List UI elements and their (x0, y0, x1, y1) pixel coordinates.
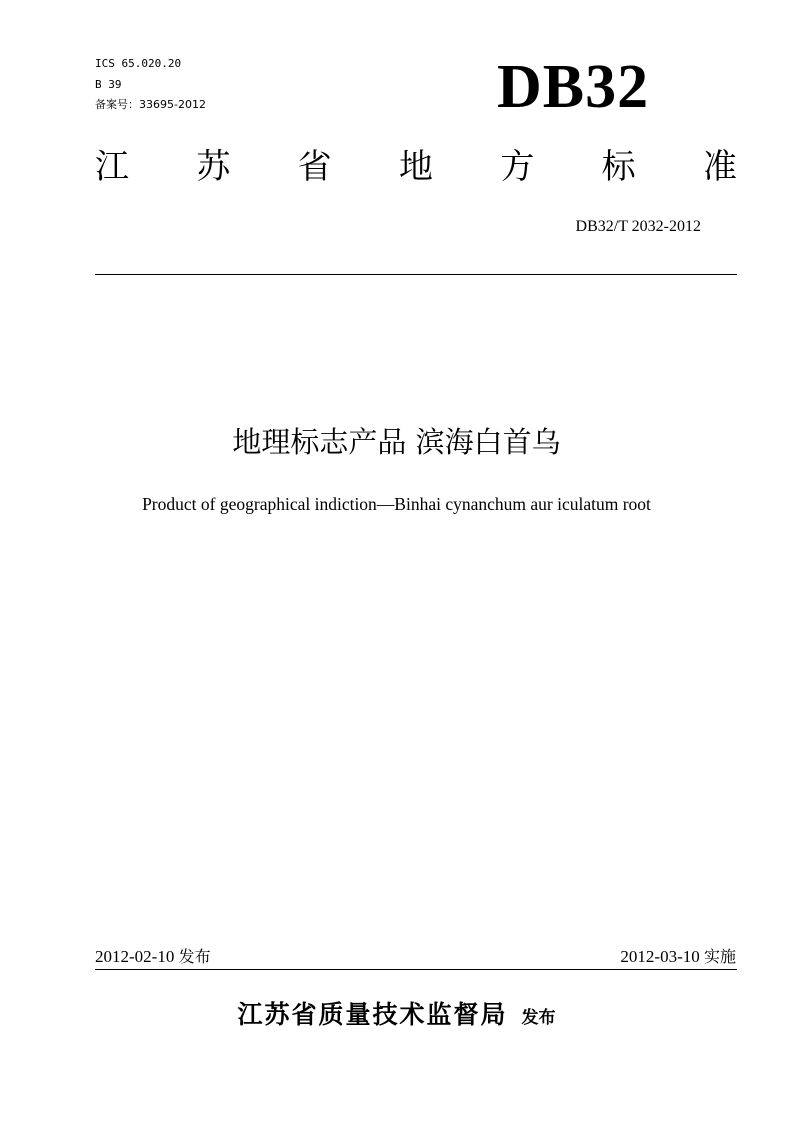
issuer-suffix: 发布 (521, 1008, 556, 1028)
standard-type-char: 地 (398, 147, 433, 187)
db-code-logo: DB32 (497, 53, 650, 121)
implement-date (620, 946, 736, 968)
filing-number: 备案号：33695-2012 (95, 98, 206, 111)
release-label: 发布 (178, 947, 211, 966)
standard-type-char: 方 (500, 147, 535, 187)
implement-date-value: 2012-03-10 (620, 947, 700, 966)
title-english: Product of geographical indiction—Binhai cynanchum aur iculatum root (142, 494, 651, 514)
standard-type-char: 省 (297, 147, 332, 187)
standard-type-char: 准 (702, 147, 737, 187)
standard-type-char: 苏 (196, 147, 231, 187)
issuer (0, 995, 793, 1031)
ics-code: ICS 65.020.20 (95, 57, 182, 70)
release-date-value: 2012-02-10 (95, 947, 175, 966)
standard-number: DB32/T 2032-2012 (575, 218, 701, 235)
top-divider (95, 274, 737, 275)
standard-type-char: 江 (95, 147, 129, 187)
title-chinese: 地理标志产品 滨海白首乌 (232, 425, 561, 459)
release-date (95, 946, 211, 968)
ccs-code: B 39 (95, 78, 122, 91)
standard-type-char: 标 (601, 147, 636, 187)
issuer-name: 江苏省质量技术监督局 (237, 1000, 508, 1029)
standard-type-heading (95, 145, 737, 189)
implement-label: 实施 (703, 947, 736, 966)
bottom-divider (95, 969, 737, 970)
